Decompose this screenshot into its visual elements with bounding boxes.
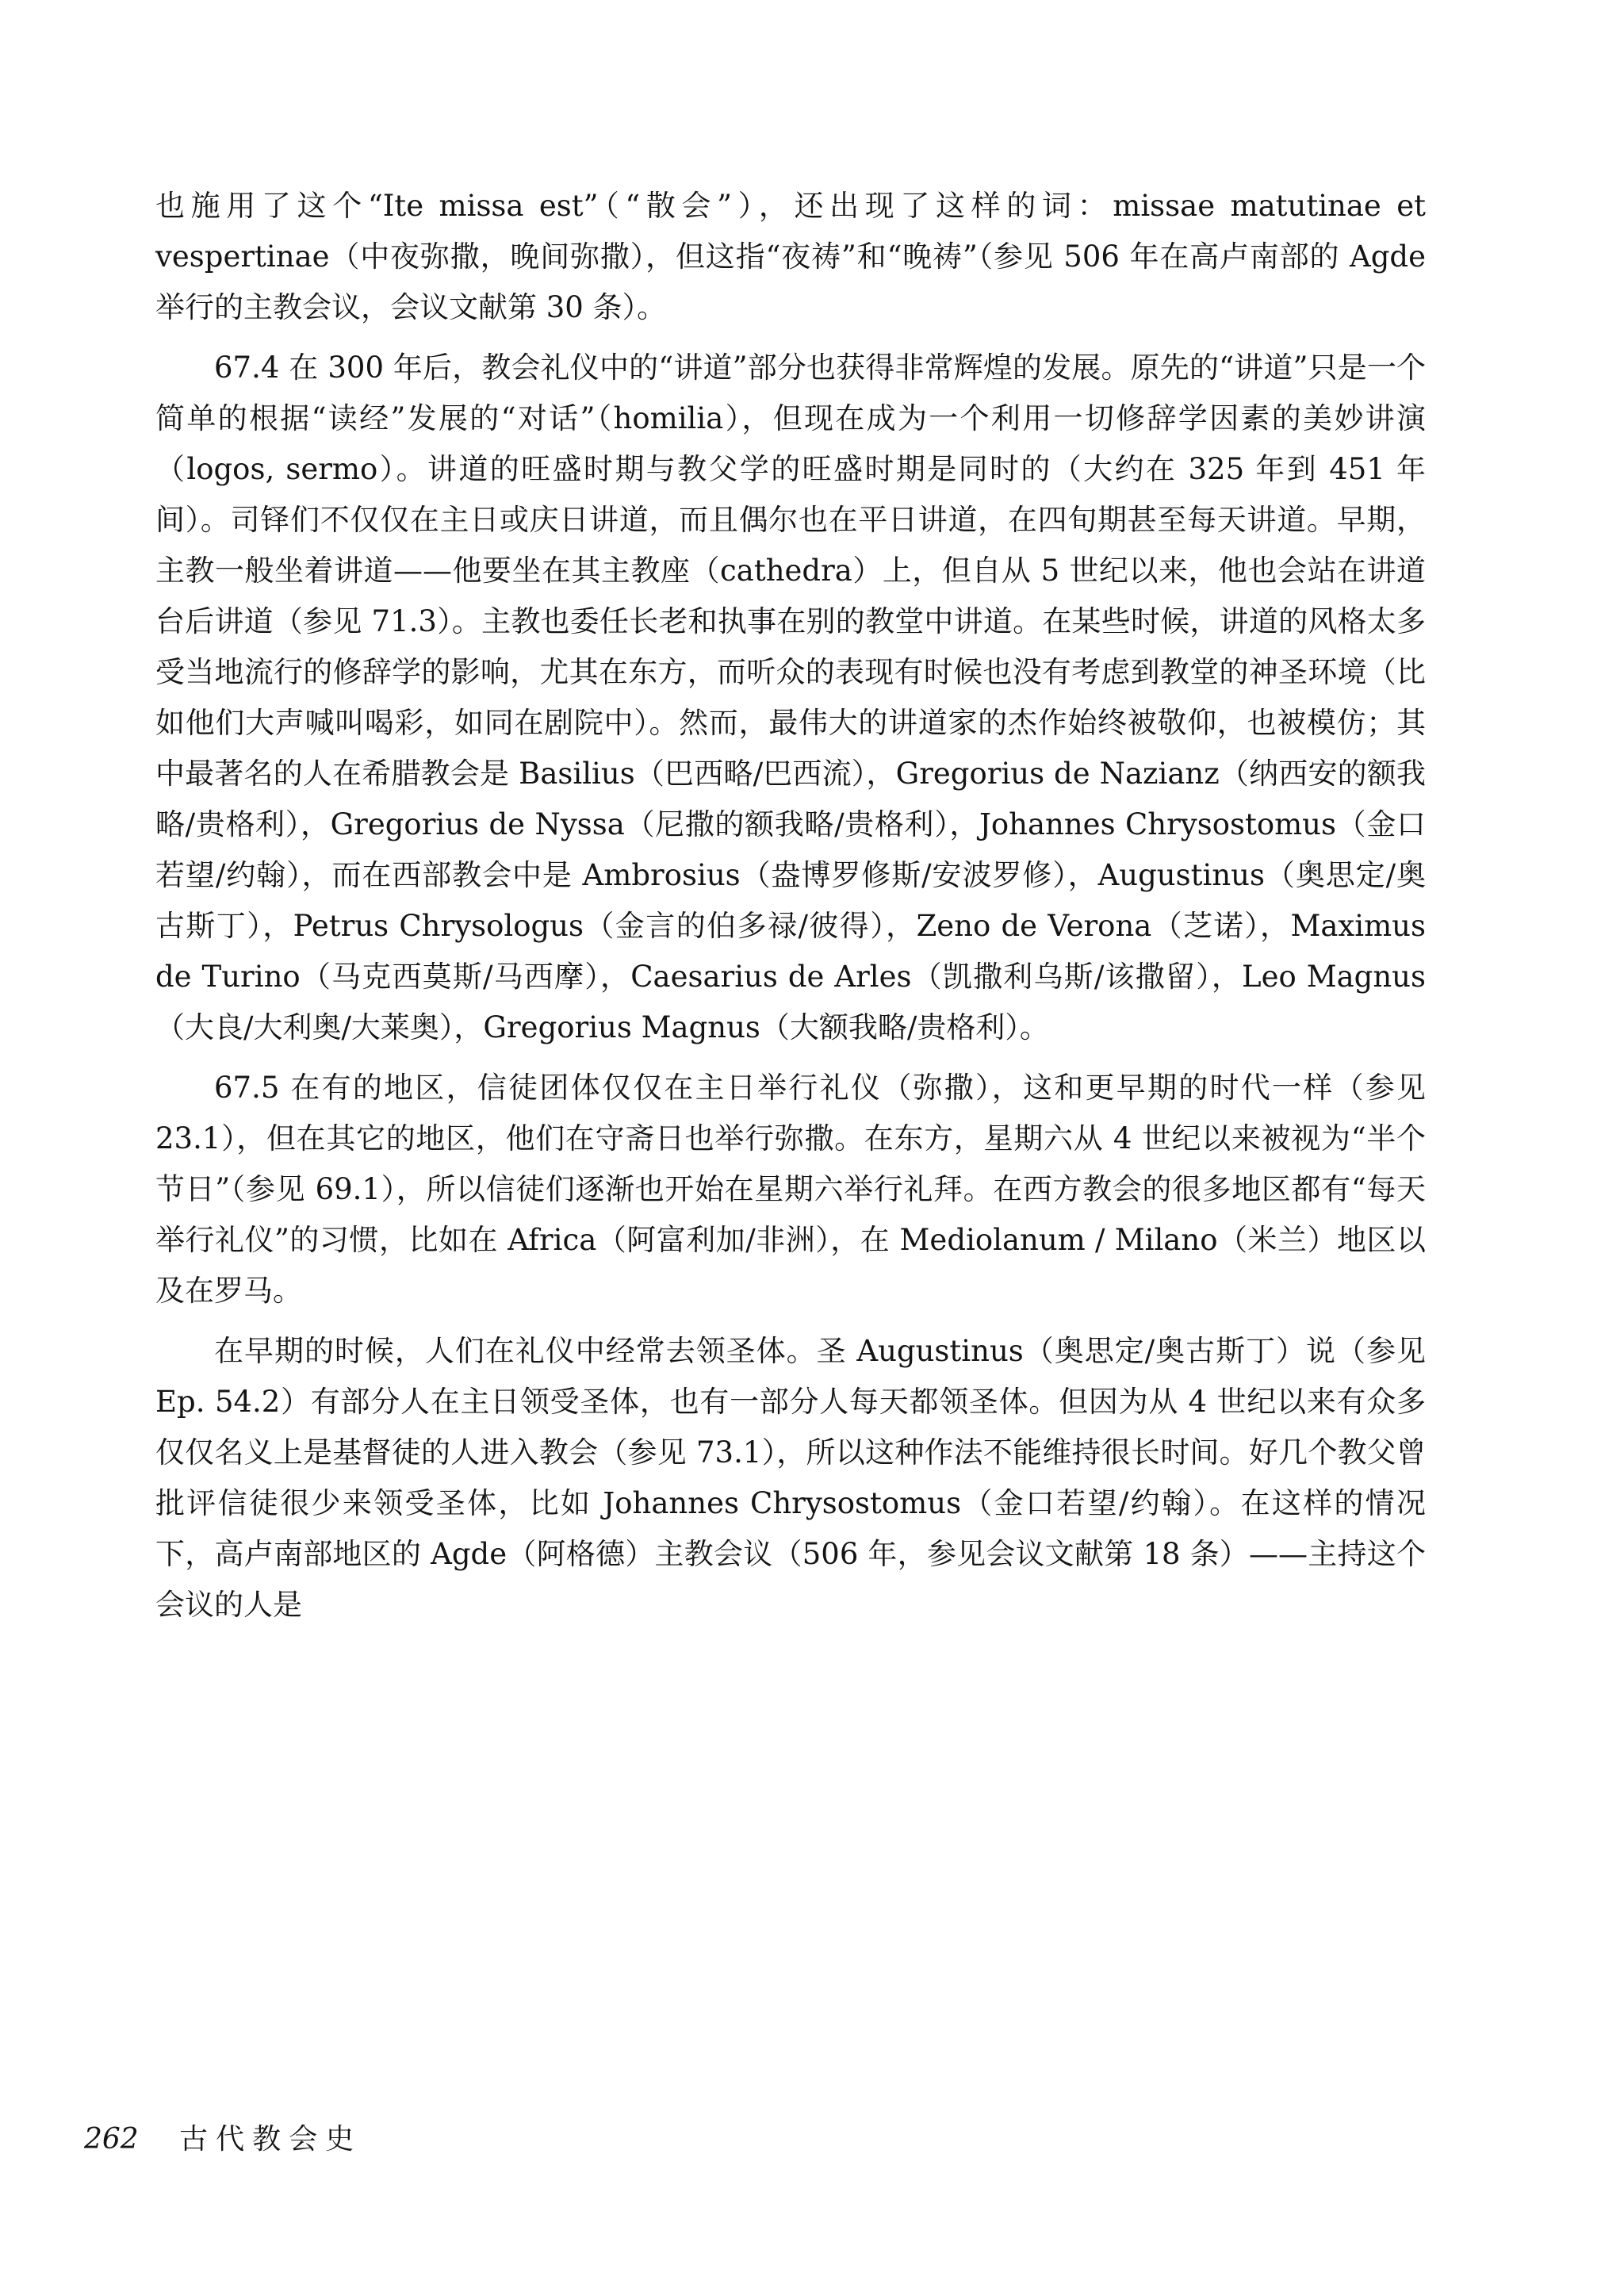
paragraph-67-5: 67.5 在有的地区，信徒团体仅仅在主日举行礼仪（弥撒），这和更早期的时代一样（参见 23.1），但在其它的地区，他们在守斋日也举行弥撒。在东方，星期六从 4 世纪以来被视为“半个节日”（参见 69.1），所以信徒们逐渐也开始在星期六举行礼拜。在西方教会的很多地区都有“每天举行礼仪”的习惯，比如在 Africa（阿富利加/非洲），在 Mediolanum / Milano（米兰）地区以及在罗马。: [155, 1071, 1426, 1308]
page-number: 262: [84, 2123, 139, 2156]
paragraph-communion: 在早期的时候，人们在礼仪中经常去领圣体。圣 Augustinus（奥思定/奥古斯丁）说（参见 Ep. 54.2）有部分人在主日领受圣体，也有一部分人每天都领圣体。但因为从 4 世纪以来有众多仅仅名义上是基督徒的人进入教会（参见 73.1），所以这种作法不能维持很长时间。好几个教父曾批评信徒很少来领受圣体，比如 Johannes Chrysostomus（金口若望/约翰）。在这样的情况下，高卢南部地区的 Agde（阿格德）主教会议（506 年，参见会议文献第 18 条）——主持这个会议的人是: [155, 1334, 1426, 1622]
book-title: 古代教会史: [179, 2123, 362, 2156]
paragraph-67-4: 67.4 在 300 年后，教会礼仪中的“讲道”部分也获得非常辉煌的发展。原先的“讲道”只是一个简单的根据“读经”发展的“对话”（homilia），但现在成为一个利用一切修辞学因素的美妙讲演（logos, sermo）。讲道的旺盛时期与教父学的旺盛时期是同时的（大约在 325 年到 451 年间）。司铎们不仅仅在主日或庆日讲道，而且偶尔也在平日讲道，在四旬期甚至每天讲道。早期，主教一般坐着讲道——他要坐在其主教座（cathedra）上，但自从 5 世纪以来，他也会站在讲道台后讲道（参见 71.3）。主教也委任长老和执事在别的教堂中讲道。在某些时候，讲道的风格太多受当地流行的修辞学的影响，尤其在东方，而听众的表现有时候也没有考虑到教堂的神圣环境（比如他们大声喊叫喝彩，如同在剧院中）。然而，最伟大的讲道家的杰作始终被敬仰，也被模仿；其中最著名的人在希腊教会是 Basilius（巴西略/巴西流），Gregorius de Nazianz（纳西安的额我略/贵格利），Gregorius de Nyssa（尼撒的额我略/贵格利），Johannes Chrysostomus（金口若望/约翰），而在西部教会中是 Ambrosius（盎博罗修斯/安波罗修），Augustinus（奥思定/奥古斯丁），Petrus Chrysologus（金言的伯多禄/彼得），Zeno de Verona（芝诺），Maximus de Turino（马克西莫斯/马西摩），Caesarius de Arles（凯撒利乌斯/该撒留），Leo Magnus（大良/大利奥/大莱奥），Gregorius Magnus（大额我略/贵格利）。: [155, 351, 1426, 1044]
page-footer: [84, 2116, 639, 2163]
body-text: [155, 181, 1426, 1631]
paragraph-continued: 也施用了这个“Ite missa est”（“散会”），还出现了这样的词：missae matutinae et vespertinae（中夜弥撒，晚间弥撒），但这指“夜祷”和“晚祷”（参见 506 年在高卢南部的 Agde 举行的主教会议，会议文献第 30 条）。: [155, 189, 1426, 324]
